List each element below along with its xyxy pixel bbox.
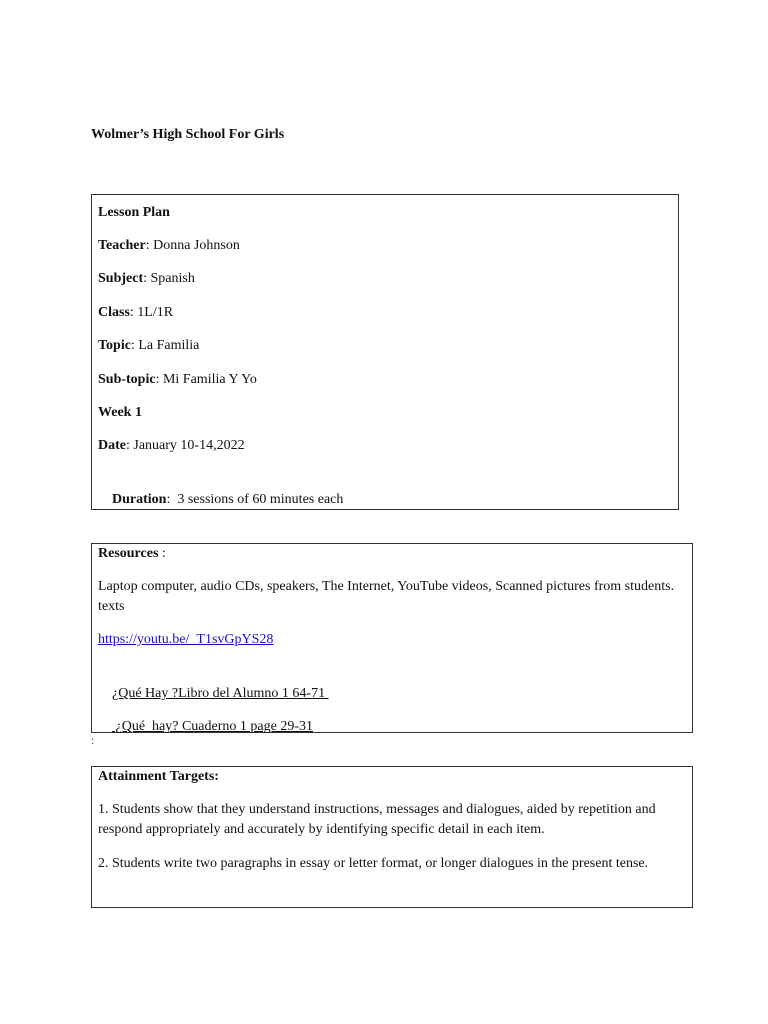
book2-row — [98, 697, 682, 757]
resources-heading-row — [98, 544, 682, 564]
week-row — [98, 403, 668, 423]
youtube-link[interactable]: https://youtu.be/_T1svGpYS28 — [98, 632, 274, 647]
subject-value: : Spanish — [143, 271, 195, 286]
topic-value: : La Familia — [130, 338, 200, 353]
date-label: Date — [98, 438, 126, 453]
duration-label: Duration — [112, 492, 167, 507]
topic-row — [98, 336, 668, 356]
book1-reference: ¿Qué Hay ?Libro del Alumno 1 64-71 — [112, 686, 329, 701]
lesson-plan-heading: Lesson Plan — [98, 205, 170, 220]
attainment-targets-box — [91, 766, 693, 908]
teacher-value: : Donna Johnson — [145, 238, 240, 253]
date-row — [98, 436, 668, 456]
week-label: Week 1 — [98, 405, 142, 420]
topic-label: Topic — [98, 338, 131, 353]
target-item-2: 2. Students write two paragraphs in essay or letter format, or longer dialogues in the present tense. — [98, 856, 649, 871]
targets-heading: Attainment Targets: — [98, 769, 219, 784]
resources-heading-suffix: : — [158, 546, 166, 561]
resources-box — [91, 543, 693, 733]
school-title: Wolmer’s High School For Girls — [91, 127, 285, 142]
subtopic-value: : Mi Familia Y Yo — [155, 372, 257, 387]
lesson-plan-box — [91, 194, 679, 510]
youtube-link-row — [98, 630, 682, 650]
class-label: Class — [98, 305, 130, 320]
class-row — [98, 303, 668, 323]
teacher-row — [98, 236, 668, 256]
resources-heading: Resources — [98, 546, 159, 561]
book2-reference: ¿Qué hay? Cuaderno 1 page 29-31 — [112, 719, 313, 734]
stray-colon: : — [91, 733, 95, 747]
duration-value: : 3 sessions of 60 minutes each — [166, 492, 344, 507]
targets-heading-row — [98, 767, 682, 787]
subject-label: Subject — [98, 271, 144, 286]
teacher-label: Teacher — [98, 238, 146, 253]
target-item-1: 1. Students show that they understand instructions, messages and dialogues, aided by repetition and respond appropriately and accurately by identifying specific detail in each item. — [98, 802, 656, 837]
class-value: : 1L/1R — [129, 305, 174, 320]
resources-description: Laptop computer, audio CDs, speakers, The Internet, YouTube videos, Scanned pictures from students. texts — [98, 579, 675, 614]
date-value: : January 10-14,2022 — [126, 438, 245, 453]
subtopic-row — [98, 370, 668, 390]
duration-row — [98, 470, 668, 530]
subtopic-label: Sub-topic — [98, 372, 156, 387]
subject-row — [98, 269, 668, 289]
